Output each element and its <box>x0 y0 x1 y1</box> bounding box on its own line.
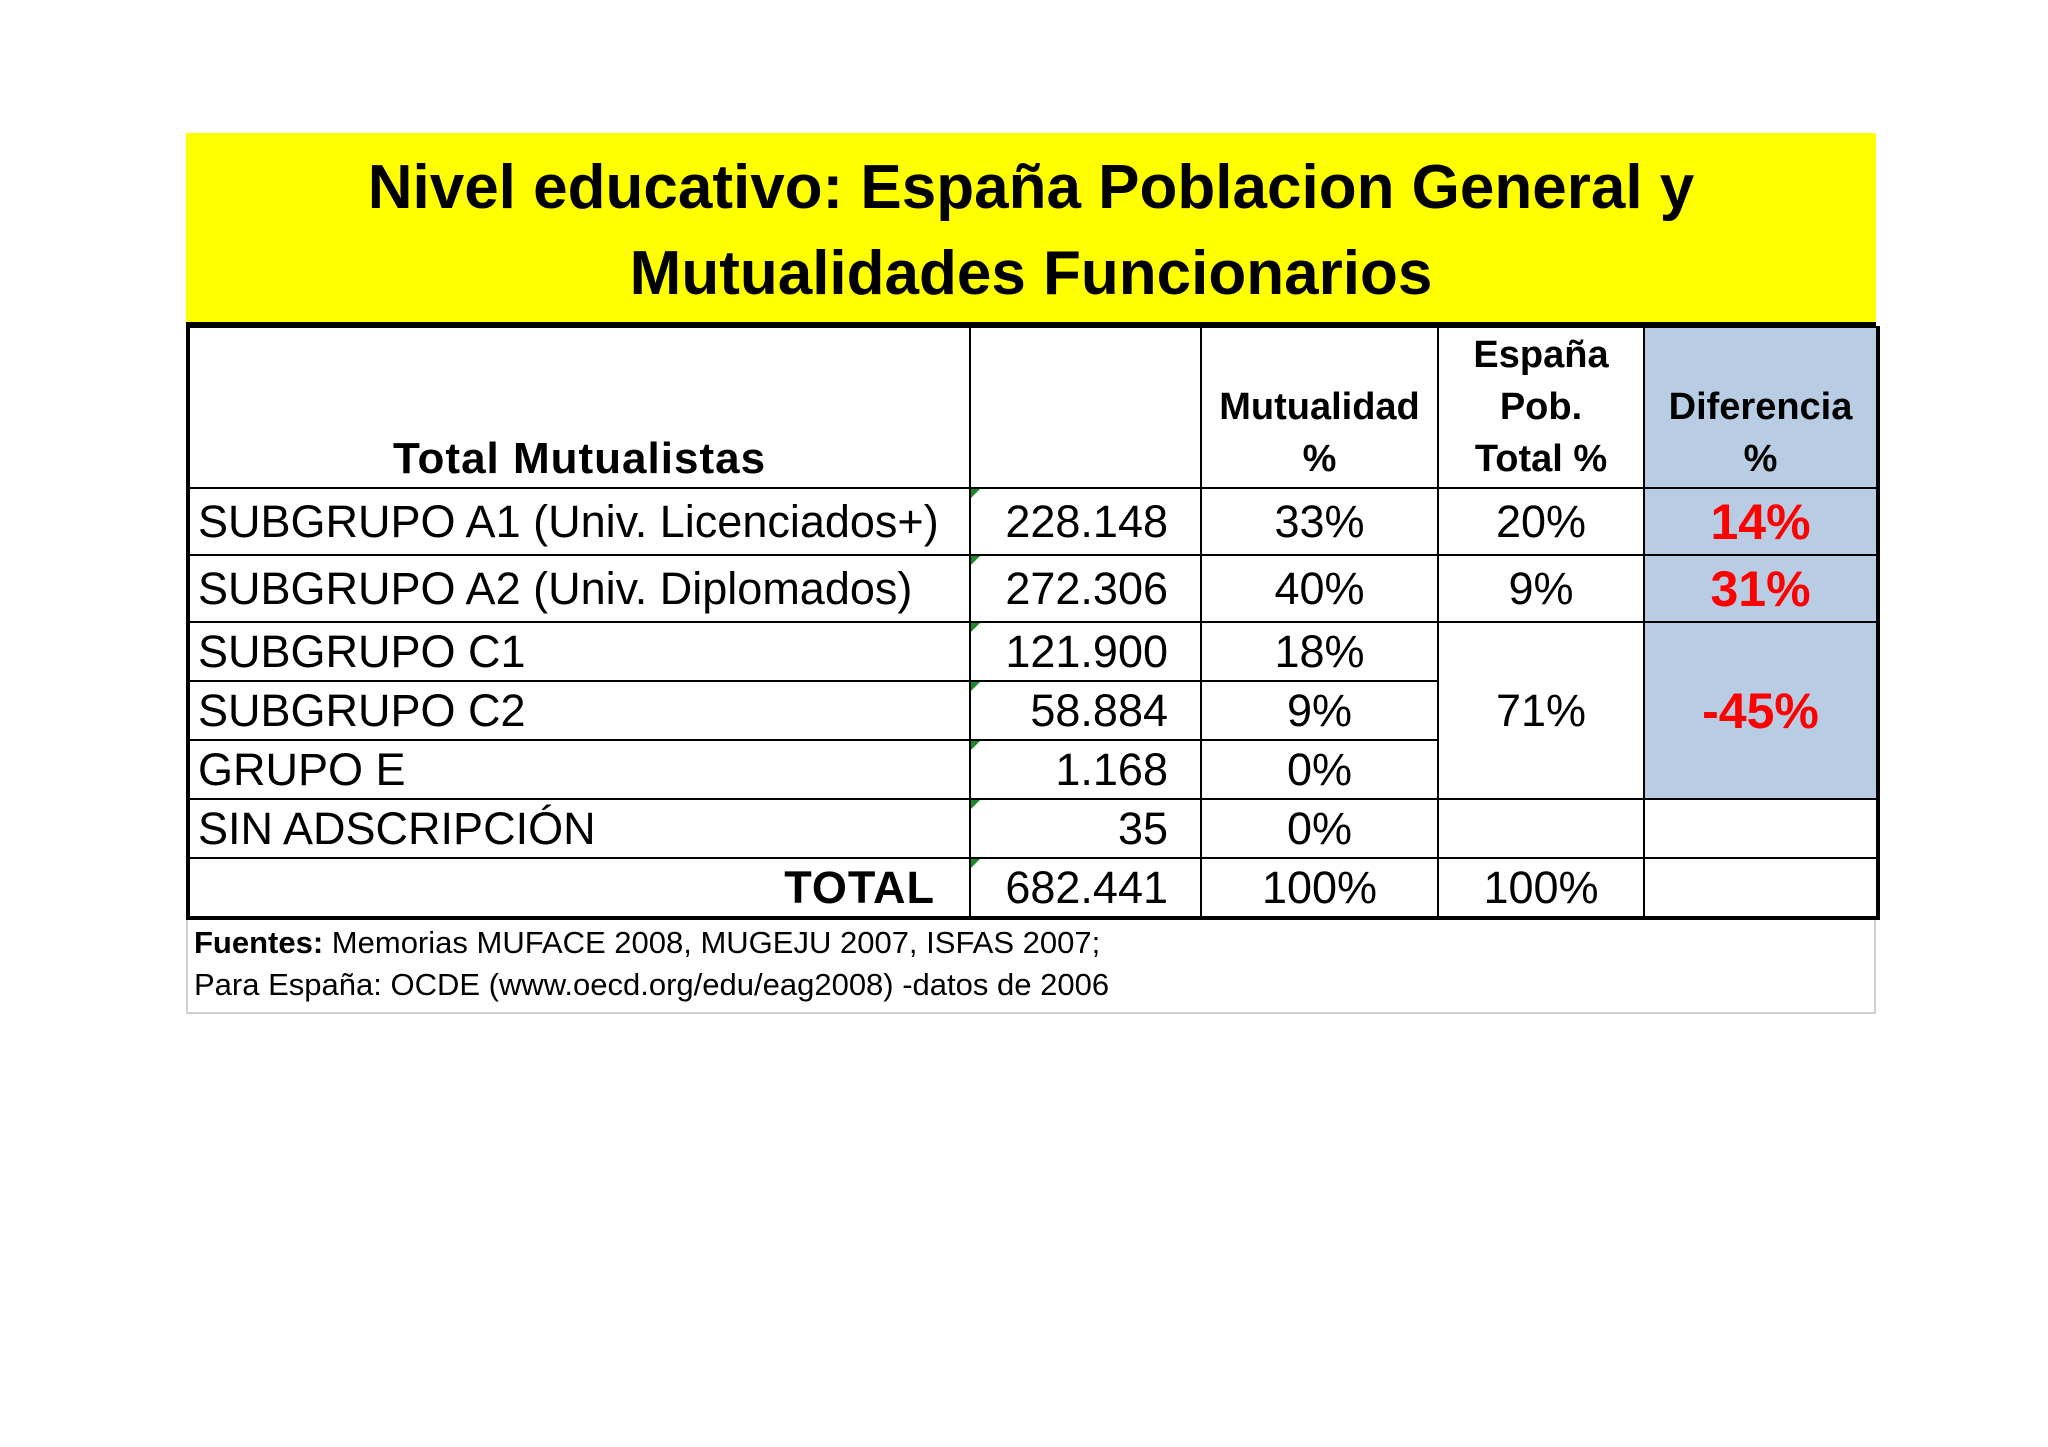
header-mutualidad-line2: % <box>1302 438 1337 480</box>
row-count: 58.884 <box>970 681 1201 740</box>
row-count: 121.900 <box>970 622 1201 681</box>
row-mutualidad: 33% <box>1201 488 1438 555</box>
row-label: SUBGRUPO C1 <box>188 622 970 681</box>
merged-espana: 71% <box>1438 622 1644 799</box>
row-espana <box>1438 799 1644 858</box>
row-mutualidad: 18% <box>1201 622 1438 681</box>
merged-diferencia: -45% <box>1644 622 1878 799</box>
header-count <box>970 327 1201 488</box>
header-espana-line3: Total % <box>1474 438 1608 480</box>
source-notes <box>186 920 1876 1014</box>
row-diferencia: 31% <box>1644 555 1878 622</box>
row-label: SIN ADSCRIPCIÓN <box>188 799 970 858</box>
row-espana: 9% <box>1438 555 1644 622</box>
header-mutualidad <box>1201 327 1438 488</box>
row-count: 35 <box>970 799 1201 858</box>
table-row <box>188 622 1878 681</box>
row-label: GRUPO E <box>188 740 970 799</box>
total-diferencia <box>1644 858 1878 918</box>
header-diferencia-line1: Diferencia <box>1668 386 1853 428</box>
sources-line <box>194 922 1868 964</box>
data-table <box>186 326 1880 920</box>
total-row <box>188 858 1878 918</box>
sources-label: Fuentes: <box>194 925 324 960</box>
header-mutualidad-line1: Mutualidad <box>1219 386 1420 428</box>
total-espana: 100% <box>1438 858 1644 918</box>
row-espana: 20% <box>1438 488 1644 555</box>
header-total-mutualistas: Total Mutualistas <box>188 327 970 488</box>
sources-text: Memorias MUFACE 2008, MUGEJU 2007, ISFAS 2007; <box>323 925 1101 960</box>
total-count: 682.441 <box>970 858 1201 918</box>
row-diferencia <box>1644 799 1878 858</box>
row-mutualidad: 0% <box>1201 740 1438 799</box>
row-mutualidad: 40% <box>1201 555 1438 622</box>
row-count: 272.306 <box>970 555 1201 622</box>
row-diferencia: 14% <box>1644 488 1878 555</box>
title-band <box>186 133 1876 326</box>
total-mutualidad: 100% <box>1201 858 1438 918</box>
row-count: 228.148 <box>970 488 1201 555</box>
header-diferencia <box>1644 327 1878 488</box>
row-count: 1.168 <box>970 740 1201 799</box>
row-label: SUBGRUPO C2 <box>188 681 970 740</box>
table-row <box>188 799 1878 858</box>
header-espana-line1: España <box>1473 334 1609 376</box>
row-label: SUBGRUPO A2 (Univ. Diplomados) <box>188 555 970 622</box>
row-label: SUBGRUPO A1 (Univ. Licenciados+) <box>188 488 970 555</box>
total-label: TOTAL <box>188 858 970 918</box>
row-mutualidad: 0% <box>1201 799 1438 858</box>
header-diferencia-line2: % <box>1743 438 1778 480</box>
spreadsheet <box>186 133 1876 1014</box>
table-row <box>188 488 1878 555</box>
header-espana-line2: Pob. <box>1499 386 1583 428</box>
header-row <box>188 327 1878 488</box>
spain-source-line: Para España: OCDE (www.oecd.org/edu/eag2008) -datos de 2006 <box>194 967 1110 1002</box>
table-row <box>188 555 1878 622</box>
header-espana <box>1438 327 1644 488</box>
page-title: Nivel educativo: España Poblacion General y Mutualidades Funcionarios <box>367 152 1695 308</box>
row-mutualidad: 9% <box>1201 681 1438 740</box>
